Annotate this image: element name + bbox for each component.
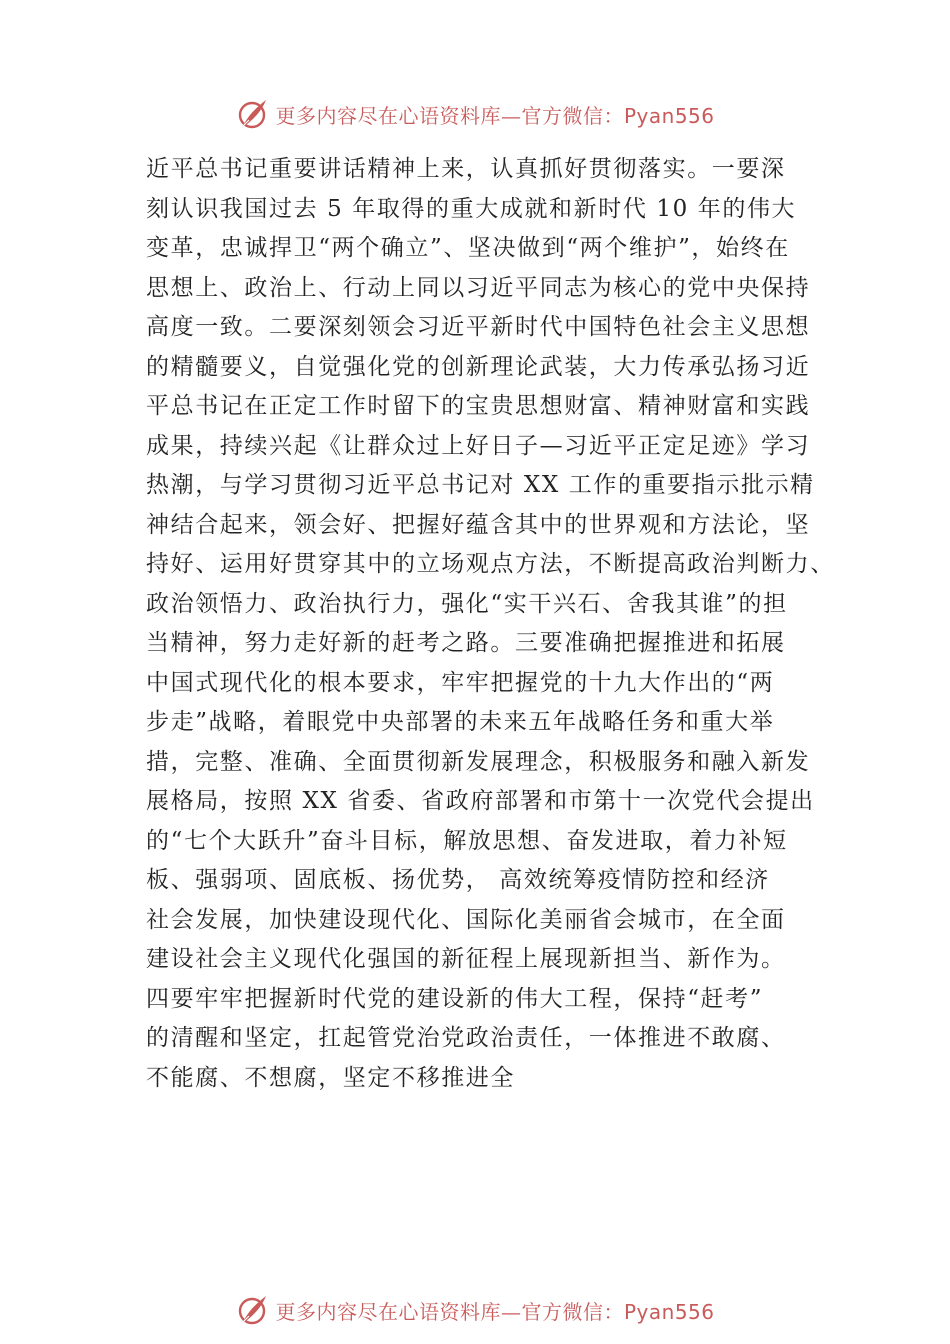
banner-text: 更多内容尽在心语资料库—官方微信： xyxy=(275,1299,624,1324)
body-line: 中国式现代化的根本要求，牢牢把握党的十九大作出的“两 xyxy=(146,669,775,696)
body-line: 建设社会主义现代化强国的新征程上展现新担当、新作为。 xyxy=(146,946,786,972)
banner-wechat-id: Pyan556 xyxy=(623,103,715,128)
header-banner xyxy=(0,94,950,134)
body-line: 措，完整、准确、全面贯彻新发展理念，积极服务和融入新发 xyxy=(146,748,811,775)
quill-logo-icon xyxy=(235,96,271,132)
body-line: 热潮，与学习贯彻习近平总书记对 XX 工作的重要指示批示精 xyxy=(146,472,815,498)
banner-wechat-id: Pyan556 xyxy=(623,1299,715,1324)
body-line: 刻认识我国过去 5 年取得的重大成就和新时代 10 年的伟大 xyxy=(146,195,797,222)
document-body xyxy=(146,150,846,1098)
banner-caption xyxy=(275,1296,714,1325)
body-line: 的“七个大跃升”奋斗目标，解放思想、奋发进取，着力补短 xyxy=(146,827,788,854)
banner-text: 更多内容尽在心语资料库—官方微信： xyxy=(275,103,624,128)
body-line: 思想上、政治上、行动上同以习近平同志为核心的党中央保持 xyxy=(146,274,811,301)
banner-caption xyxy=(275,100,714,129)
body-line: 平总书记在正定工作时留下的宝贵思想财富、精神财富和实践 xyxy=(146,393,811,419)
body-line: 的清醒和坚定，扛起管党治党政治责任，一体推进不敢腐、 xyxy=(146,1025,786,1051)
body-line: 神结合起来，领会好、把握好蕴含其中的世界观和方法论，坚 xyxy=(146,511,811,538)
body-line: 近平总书记重要讲话精神上来，认真抓好贯彻落实。一要深 xyxy=(146,156,786,182)
body-line: 政治领悟力、政治执行力，强化“实干兴石、舍我其谁”的担 xyxy=(146,590,788,617)
footer-banner xyxy=(0,1290,950,1330)
body-line: 变革，忠诚捍卫“两个确立”、坚决做到“两个维护”，始终在 xyxy=(146,235,790,261)
body-line: 的精髓要义，自觉强化党的创新理论武装，大力传承弘扬习近 xyxy=(146,353,811,380)
body-line: 四要牢牢把握新时代党的建设新的伟大工程，保持“赶考” xyxy=(146,985,764,1012)
body-line: 高度一致。二要深刻领会习近平新时代中国特色社会主义思想 xyxy=(146,314,811,340)
body-line: 板、强弱项、固底板、扬优势， 高效统筹疫情防控和经济 xyxy=(146,867,770,893)
body-line: 展格局，按照 XX 省委、省政府部署和市第十一次党代会提出 xyxy=(146,788,815,814)
body-line: 成果，持续兴起《让群众过上好日子—习近平正定足迹》学习 xyxy=(146,432,811,459)
body-line: 社会发展，加快建设现代化、国际化美丽省会城市，在全面 xyxy=(146,906,786,933)
body-line: 步走”战略，着眼党中央部署的未来五年战略任务和重大举 xyxy=(146,709,775,735)
body-line: 不能腐、不想腐，坚定不移推进全 xyxy=(146,1064,515,1091)
quill-logo-icon xyxy=(235,1292,271,1328)
body-line: 当精神，努力走好新的赶考之路。三要准确把握推进和拓展 xyxy=(146,630,786,656)
body-line: 持好、运用好贯穿其中的立场观点方法，不断提高政治判断力、 xyxy=(146,551,835,577)
